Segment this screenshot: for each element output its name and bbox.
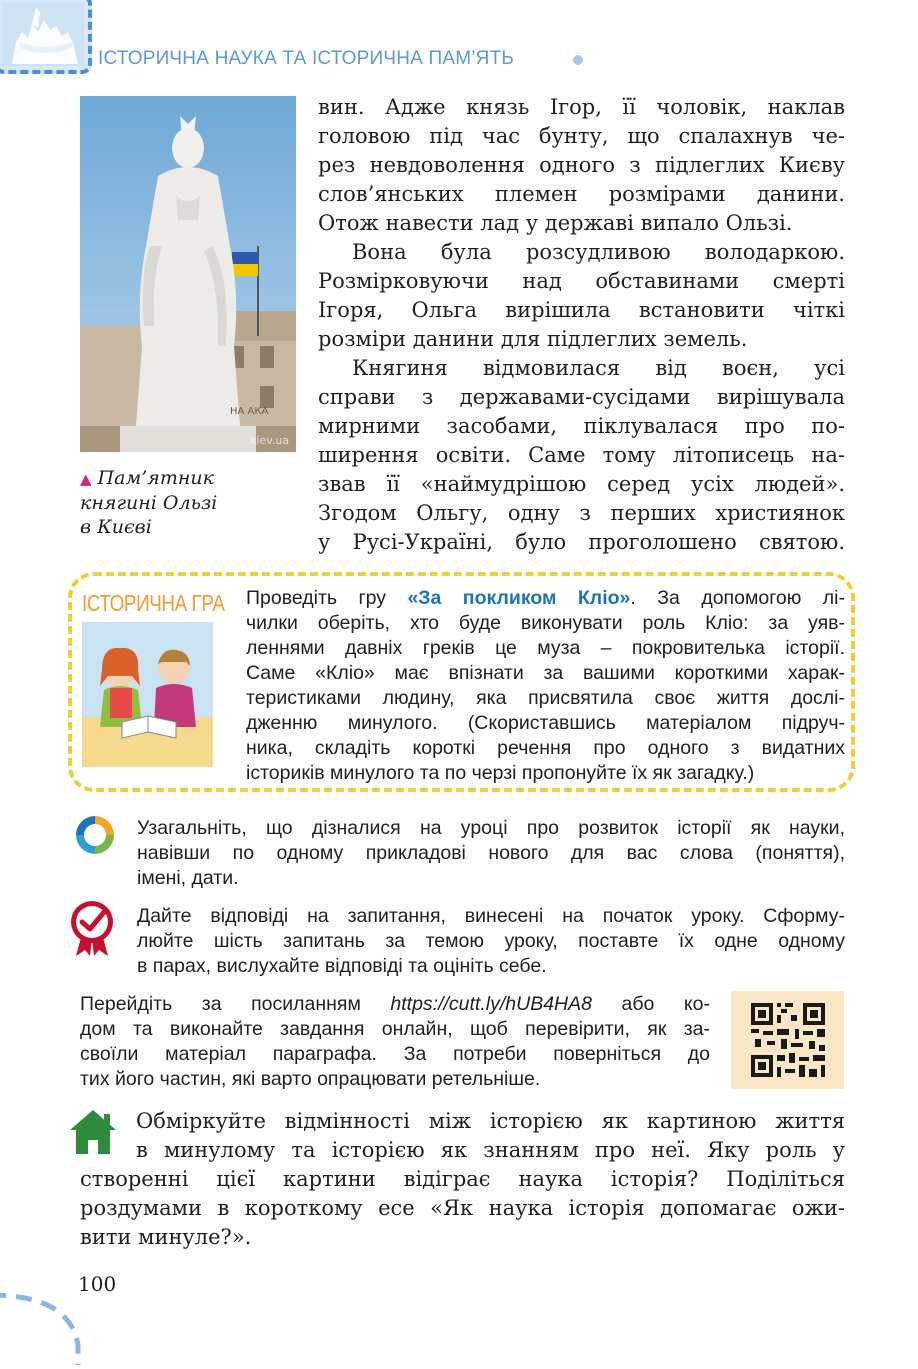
text-line: головою під час бунту, що спалахнув че-: [318, 124, 845, 148]
game-text: [246, 586, 845, 786]
game-title: ІСТОРИЧНА ГРА: [82, 590, 225, 616]
chapter-emblem: [0, 0, 92, 74]
game-intro: Проведіть гру: [246, 587, 408, 609]
text-line: ника, складіть короткі речення про одного з видатних: [246, 737, 845, 759]
text-line: Ігоря, Ольга вирішила встановити чіткі: [318, 298, 845, 322]
monument-emblem-icon: [2, 2, 84, 66]
photo-watermark: kiev.ua: [250, 434, 290, 447]
text-line: навівши по одному прикладові нового для вас слова (поняття),: [137, 842, 845, 864]
text-line: чилки оберіть, хто буде виконувати роль Кліо: за уяв-: [246, 612, 845, 634]
caption-line: Пам’ятник: [97, 467, 214, 489]
text-line: вин. Адже князь Ігор, її чоловік, наклав: [318, 95, 845, 119]
check-task: [137, 904, 845, 979]
triangle-marker-icon: ▲: [80, 470, 92, 488]
caption-line: в Києві: [80, 516, 152, 538]
text-line: розміри данини для підлеглих земель.: [318, 327, 748, 351]
qr-code-box[interactable]: [731, 991, 844, 1089]
text-line: ширення освіти. Саме тому літописець на-: [318, 443, 845, 467]
text-line: роздумами в короткому есе «Як наука історія допомагає ожи-: [80, 1196, 845, 1220]
text-line: дженню минулого. (Скориставшись матеріалом підруч-: [246, 712, 845, 734]
text-line: рез невдоволення одного з підлеглих Києву: [318, 153, 845, 177]
checkmark-badge-icon: [68, 898, 116, 962]
text-line: теристиками людину, яка присвятила своє життя дослі-: [246, 687, 845, 709]
text-line: [246, 586, 845, 611]
text-line: своїли матеріал параграфа. За потреби поверніться до: [80, 1043, 710, 1065]
summary-task: [137, 816, 845, 891]
text-line: вити минуле?».: [80, 1225, 252, 1249]
main-text: [318, 93, 845, 557]
game-name: «За покликом Кліо»: [407, 587, 631, 609]
photo-caption: [80, 466, 290, 539]
text-line: імені, дати.: [137, 867, 239, 889]
text-line: Отож навести лад у державі випало Ользі.: [318, 211, 793, 235]
text-line: в парах, вислухайте відповіді та оцініть себе.: [137, 955, 547, 977]
text-line: Дайте відповіді на запитання, винесені на початок уроку. Сформу-: [137, 905, 845, 927]
text-line: мирними засобами, піклувалася про по-: [318, 414, 845, 438]
text-line: слов’янських племен розмірами данини.: [318, 182, 845, 206]
text-line: в минулому та історією як знанням про неї. Яку роль у: [136, 1138, 845, 1162]
text-line: Згодом Ольгу, одну з перших християнок: [318, 501, 845, 525]
text-line: [80, 992, 710, 1017]
text-line: люйте шість запитань за темою уроку, поставте їх одне одному: [137, 930, 845, 952]
caption-line: княгині Ользі: [80, 492, 218, 514]
homework-text: [80, 1107, 845, 1252]
text-line: створенні цієї картини відіграє наука історія? Поділіться: [80, 1167, 845, 1191]
children-reading-illustration: [82, 622, 213, 767]
text-line: Узагальніть, що дізналися на уроці про розвиток історії як науки,: [137, 817, 845, 839]
text-line: дом та виконайте завдання онлайн, щоб перевірити, як за-: [80, 1018, 710, 1040]
text-line: звав її «наймудрішою серед усіх людей».: [318, 472, 845, 496]
qr-code-icon: [731, 991, 844, 1089]
cycle-arrows-icon: [72, 812, 118, 862]
building-sign: НА АКА: [230, 406, 269, 417]
header-dot: [573, 55, 583, 65]
olga-monument-photo: [80, 96, 296, 452]
text-line: леннями давніх греків це муза – покровителька історії.: [246, 637, 845, 659]
text-line: Вона була розсудливою володаркою.: [352, 240, 845, 264]
online-intro: Перейдіть за посиланням: [80, 993, 391, 1015]
text-line: тих його частин, які варто опрацювати ретельніше.: [80, 1068, 541, 1090]
text-line: справи з державами-сусідами вирішувала: [318, 385, 845, 409]
online-task: [80, 992, 710, 1092]
page-corner-decoration: [0, 1285, 90, 1369]
text-line: Обміркуйте відмінності між історією як картиною життя: [136, 1109, 845, 1133]
online-task-link[interactable]: https://cutt.ly/hUB4HA8: [390, 993, 592, 1015]
text-line: у Русі-Україні, було проголошено святою.: [318, 530, 845, 554]
text-line: Княгиня відмовилася від воєн, усі: [352, 356, 845, 380]
text-line: Розмірковуючи над обставинами смерті: [318, 269, 845, 293]
online-line-rest: або ко-: [591, 993, 710, 1015]
text-line: істориків минулого та по черзі пропонуйте їх як загадку.): [246, 762, 755, 784]
page-number: 100: [78, 1272, 117, 1296]
game-line-rest: . За допомогою лі-: [630, 587, 845, 609]
chapter-header: ІСТОРИЧНА НАУКА ТА ІСТОРИЧНА ПАМ’ЯТЬ: [98, 48, 515, 69]
text-line: Саме «Кліо» має впізнати за вашими короткими харак-: [246, 662, 845, 684]
